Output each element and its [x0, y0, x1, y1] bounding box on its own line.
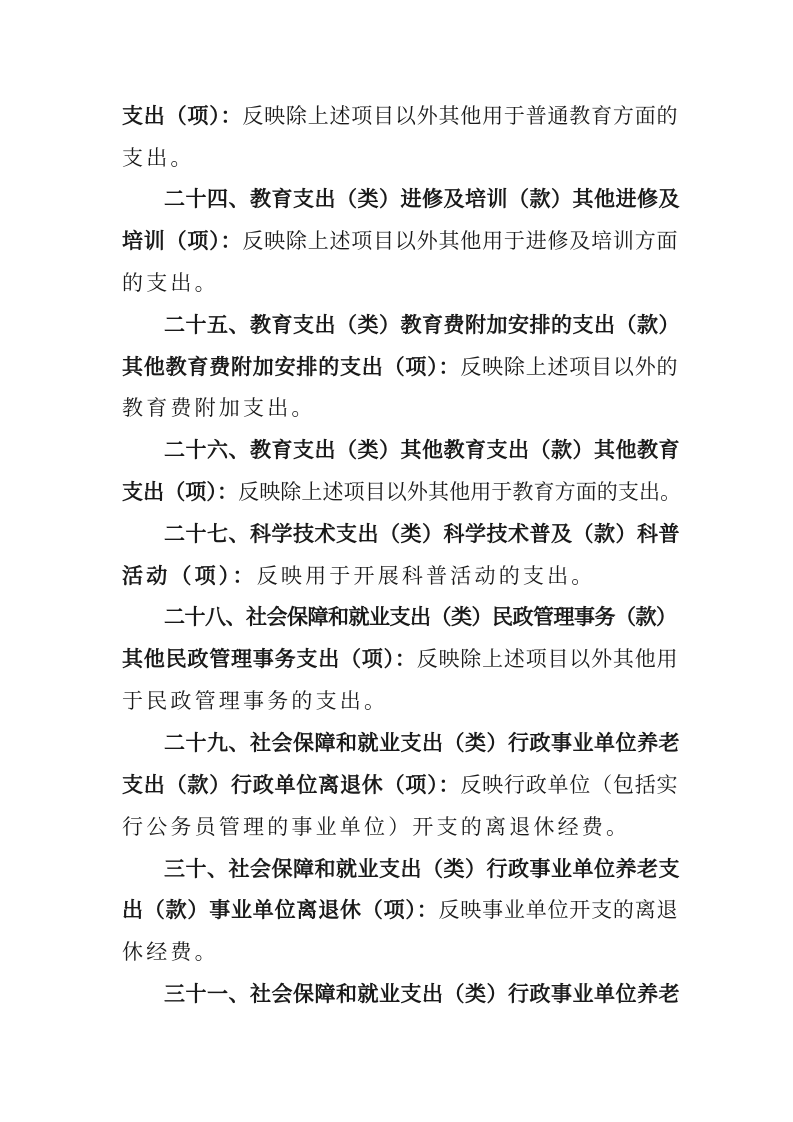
line-1-heading: 支出（项）：	[122, 103, 243, 128]
line-14-heading: 其他民政管理事务支出（项）：	[122, 646, 417, 671]
line-12-heading: 活动（项）：	[122, 563, 257, 588]
line-2-body: 支出。	[122, 146, 195, 170]
line-10-heading: 支出（项）：	[122, 479, 239, 504]
text-line-22	[164, 982, 681, 1006]
text-line-12	[122, 564, 681, 588]
text-line-18	[122, 815, 681, 839]
text-line-13	[164, 605, 681, 629]
line-17-heading: 支出（款）行政单位离退休（项）：	[122, 772, 461, 797]
text-line-21	[122, 940, 681, 964]
line-10-body: 反映除上述项目以外其他用于教育方面的支出。	[238, 480, 682, 504]
line-5-body: 的支出。	[122, 271, 219, 295]
text-line-19	[164, 857, 681, 881]
line-7-body: 反映除上述项目以外的	[460, 355, 679, 379]
text-line-16	[164, 731, 681, 755]
line-12-body: 反映用于开展科普活动的支出。	[256, 564, 596, 588]
line-19-heading: 三十、社会保障和就业支出（类）行政事业单位养老支	[164, 856, 680, 881]
text-line-10	[122, 480, 681, 504]
line-9-heading: 二十六、教育支出（类）其他教育支出（款）其他教育	[164, 437, 680, 462]
line-13-heading: 二十八、社会保障和就业支出（类）民政管理事务（款）	[164, 604, 677, 629]
text-line-5	[122, 271, 681, 295]
text-line-17	[122, 773, 681, 797]
line-1-body: 反映除上述项目以外其他用于普通教育方面的	[242, 104, 679, 128]
line-7-heading: 其他教育费附加安排的支出（项）：	[122, 354, 461, 379]
text-line-1	[122, 104, 681, 128]
text-line-9	[164, 438, 681, 462]
text-line-20	[122, 898, 681, 922]
line-15-body: 于民政管理事务的支出。	[122, 689, 389, 713]
line-14-body: 反映除上述项目以外其他用	[416, 647, 679, 671]
text-line-8	[122, 396, 681, 420]
text-line-11	[164, 522, 681, 546]
line-4-body: 反映除上述项目以外其他用于进修及培训方面	[242, 229, 679, 253]
line-18-body: 行公务员管理的事业单位）开支的离退休经费。	[122, 815, 631, 839]
line-6-heading: 二十五、教育支出（类）教育费附加安排的支出（款）	[164, 312, 680, 337]
text-line-14	[122, 647, 681, 671]
line-8-body: 教育费附加支出。	[122, 396, 316, 420]
line-11-heading: 二十七、科学技术支出（类）科学技术普及（款）科普	[164, 521, 680, 546]
text-line-4	[122, 229, 681, 253]
line-17-body: 反映行政单位（包括实	[460, 773, 679, 797]
text-line-3	[164, 187, 681, 211]
text-line-7	[122, 355, 681, 379]
text-line-15	[122, 689, 681, 713]
line-20-heading: 出（款）事业单位离退休（项）：	[122, 897, 439, 922]
line-3-heading: 二十四、教育支出（类）进修及培训（款）其他进修及	[164, 186, 680, 211]
text-line-6	[164, 313, 681, 337]
line-22-heading: 三十一、社会保障和就业支出（类）行政事业单位养老	[164, 981, 680, 1006]
line-20-body: 反映事业单位开支的离退	[438, 898, 679, 922]
line-4-heading: 培训（项）：	[122, 228, 243, 253]
line-21-body: 休经费。	[122, 940, 219, 964]
line-16-heading: 二十九、社会保障和就业支出（类）行政事业单位养老	[164, 730, 680, 755]
text-line-2	[122, 146, 681, 170]
